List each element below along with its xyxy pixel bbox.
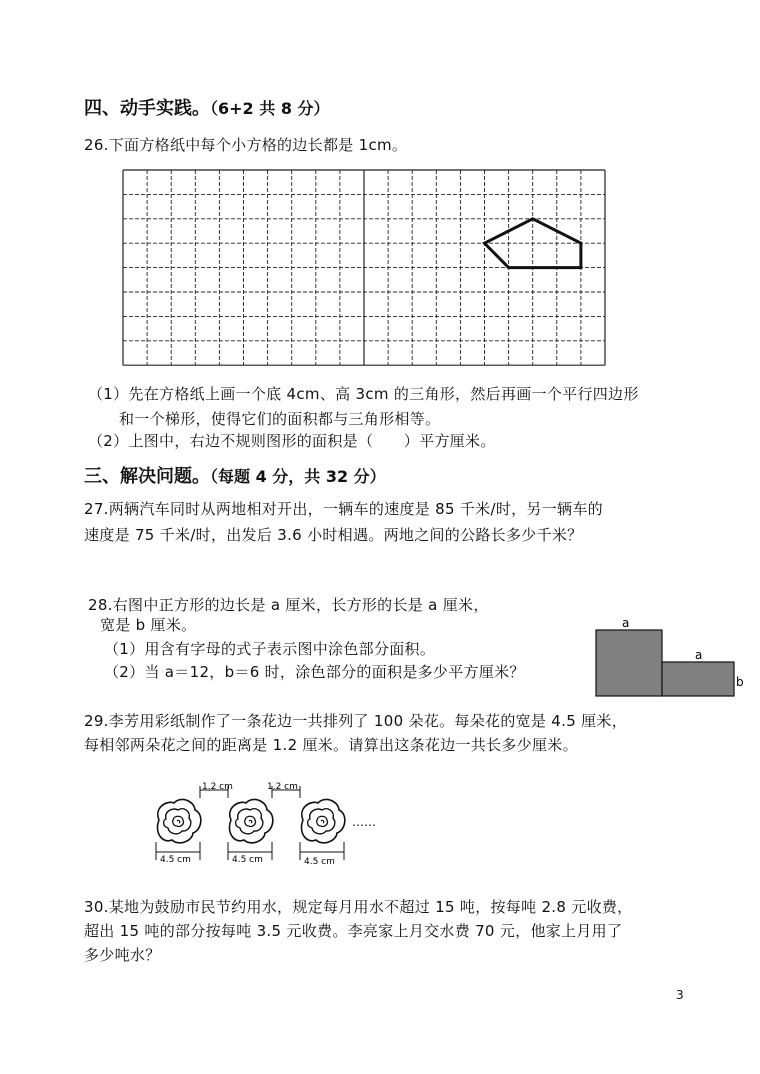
section-three-title: 三、解决问题。 — [84, 466, 210, 487]
shaded-rectangle — [662, 662, 734, 696]
q30-line1: 30.某地为鼓励市民节约用水，规定每月用水不超过 15 吨，按每吨 2.8 元收费， — [84, 898, 633, 916]
rose-flower-1 — [157, 799, 200, 842]
q29-line1: 29.李芳用彩纸制作了一条花边一共排列了 100 朵花。每朵花的宽是 4.5 厘米， — [84, 712, 628, 730]
label-square-side: a — [622, 616, 630, 630]
q28-sub2: （2）当 a＝12，b＝6 时，涂色部分的面积是多少平方厘米？ — [104, 663, 525, 681]
label-rect-length: a — [695, 648, 703, 662]
grid-paper — [120, 166, 610, 366]
q26-sub2: （2）上图中，右边不规则图形的面积是（ ）平方厘米。 — [88, 432, 496, 450]
flower-border-figure — [140, 780, 380, 870]
q29-line2: 每相邻两朵花之间的距离是 1.2 厘米。请算出这条花边一共长多少厘米。 — [84, 736, 578, 754]
q26-sub1-line2: 和一个梯形，使得它们的面积都与三角形相等。 — [119, 410, 441, 428]
width-label-2: 4.5 cm — [232, 855, 263, 865]
shaded-square — [596, 630, 662, 696]
q26-stem: 26.下面方格纸中每个小方格的边长都是 1cm。 — [84, 136, 408, 154]
q28-line1: 28.右图中正方形的边长是 a 厘米，长方形的长是 a 厘米， — [88, 596, 489, 614]
gap-label-2: 1.2 cm — [267, 782, 298, 792]
q30-line3: 多少吨水？ — [84, 946, 161, 964]
rose-flower-3 — [301, 799, 344, 842]
q28-line2: 宽是 b 厘米。 — [100, 616, 197, 634]
q28-sub1: （1）用含有字母的式子表示图中涂色部分面积。 — [104, 640, 436, 658]
q26-sub1-line1: （1）先在方格纸上画一个底 4cm、高 3cm 的三角形，然后再画一个平行四边形 — [88, 385, 639, 403]
page-number: 3 — [676, 988, 684, 1002]
label-rect-width: b — [736, 675, 744, 689]
q27-line1: 27.两辆汽车同时从两地相对开出，一辆车的速度是 85 千米/时，另一辆车的 — [84, 500, 603, 518]
section-three-score: （每题 4 分，共 32 分） — [210, 467, 386, 486]
width-label-1: 4.5 cm — [160, 855, 191, 865]
gap-label-1: 1.2 cm — [202, 782, 233, 792]
section-three-heading — [84, 462, 386, 488]
q30-line2: 超出 15 吨的部分按每吨 3.5 元收费。李亮家上月交水费 70 元，他家上月用了 — [84, 922, 623, 940]
ellipsis: …… — [352, 815, 376, 829]
q27-line2: 速度是 75 千米/时，出发后 3.6 小时相遇。两地之间的公路长多少千米？ — [84, 526, 583, 544]
section-four-title: 四、动手实践。 — [84, 98, 210, 119]
width-label-3: 4.5 cm — [304, 857, 335, 867]
section-four-heading — [84, 94, 330, 120]
rose-flower-2 — [229, 799, 272, 842]
section-four-score: （6+2 共 8 分） — [210, 99, 330, 118]
shaded-figure — [590, 614, 750, 700]
